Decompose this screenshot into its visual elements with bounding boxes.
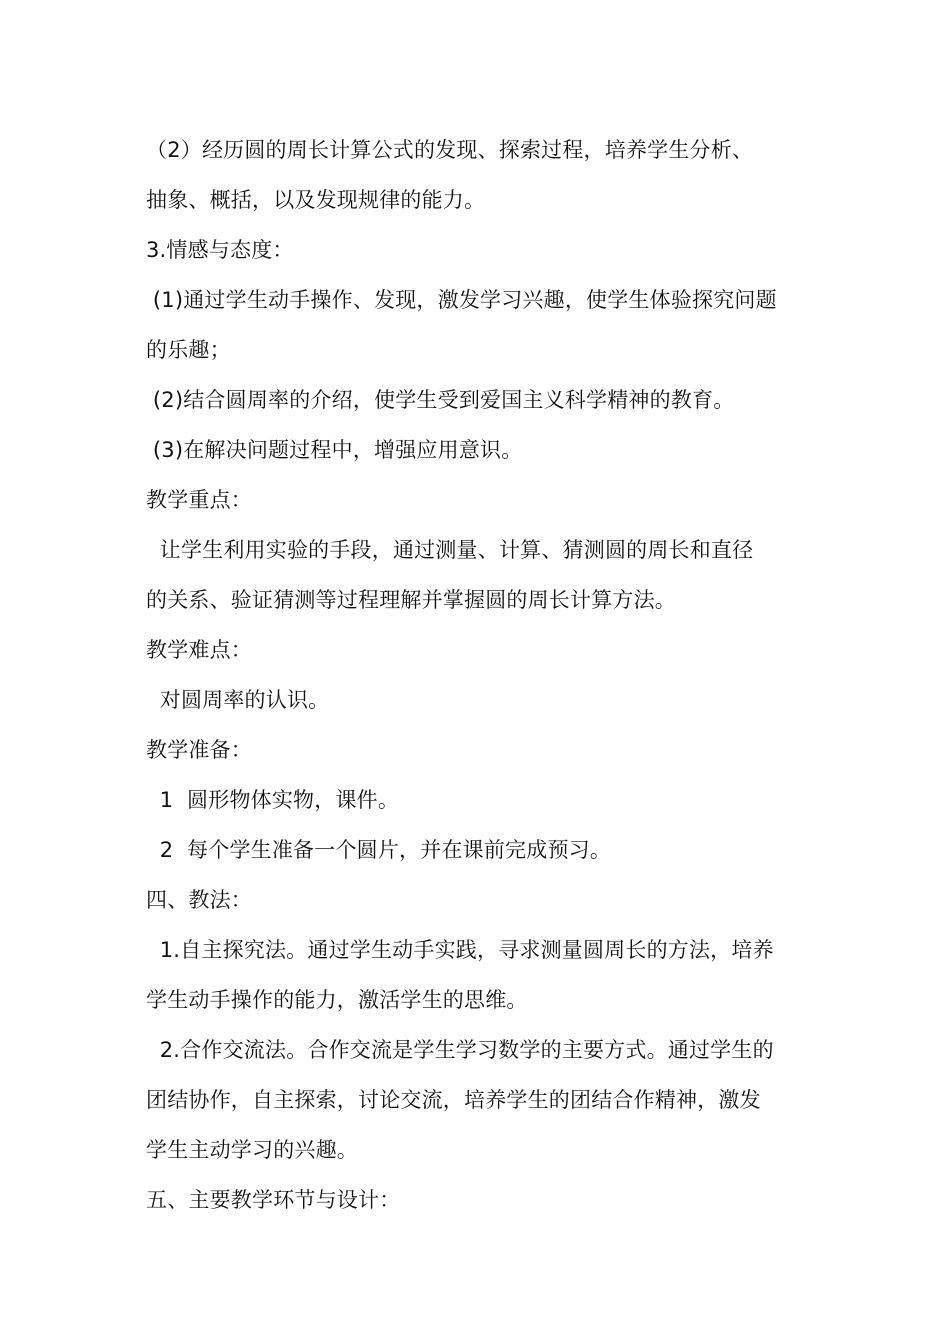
list-item: 2 每个学生准备一个圆片，并在课前完成预习。: [146, 838, 612, 862]
text-line: (2)结合圆周率的介绍，使学生受到爱国主义科学精神的教育。: [146, 388, 735, 412]
section-heading: 教学重点：: [146, 488, 252, 512]
text-line: 1.自主探究法。通过学生动手实践，寻求测量圆周长的方法，培养: [146, 938, 774, 962]
text-line: （2）经历圆的周长计算公式的发现、探索过程，培养学生分析、: [146, 138, 754, 162]
text-line: 学生主动学习的兴趣。: [146, 1138, 358, 1162]
text-line: 学生动手操作的能力，激活学生的思维。: [146, 988, 528, 1012]
section-heading: 教学难点：: [146, 638, 252, 662]
text-line: 抽象、概括，以及发现规律的能力。: [146, 188, 486, 212]
list-item: 1 圆形物体实物，课件。: [146, 788, 400, 812]
text-line: 让学生利用实验的手段，通过测量、计算、猜测圆的周长和直径: [146, 538, 754, 562]
section-heading: 3.情感与态度：: [146, 238, 294, 262]
document-body: [146, 125, 818, 1225]
section-heading: 四、教法：: [146, 888, 252, 912]
section-heading: 教学准备：: [146, 738, 252, 762]
section-heading: 五、主要教学环节与设计：: [146, 1188, 401, 1212]
text-line: 的关系、验证猜测等过程理解并掌握圆的周长计算方法。: [146, 588, 676, 612]
text-line: 的乐趣；: [146, 338, 231, 362]
text-line: 2.合作交流法。合作交流是学生学习数学的主要方式。通过学生的: [146, 1038, 774, 1062]
text-line: (1)通过学生动手操作、发现，激发学习兴趣，使学生体验探究问题: [146, 288, 777, 312]
text-line: 对圆周率的认识。: [146, 688, 330, 712]
text-line: 团结协作，自主探索，讨论交流，培养学生的团结合作精神，激发: [146, 1088, 761, 1112]
text-line: (3)在解决问题过程中，增强应用意识。: [146, 438, 523, 462]
